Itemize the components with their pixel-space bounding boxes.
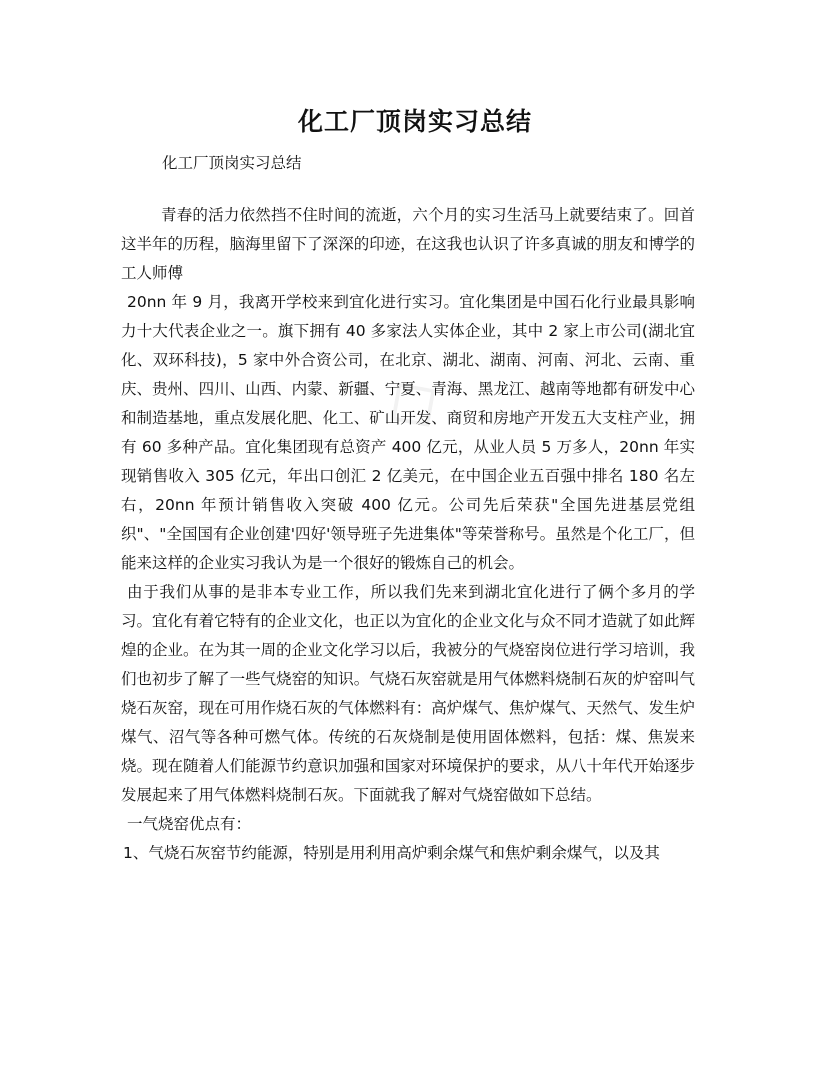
document-subtitle: 化工厂顶岗实习总结 — [162, 154, 302, 172]
paragraph-company: 20nn 年 9 月，我离开学校来到宜化进行实习。宜化集团是中国石化行业最具影响力十大代表企业之一。旗下拥有 40 多家法人实体企业，其中 2 家上市公司(湖北宜化、双环科技)，5 家中外合资公司，在北京、湖北、湖南、河南、河北、云南、重庆、贵州、四川、山西、内蒙、新疆、宁夏、青海、黑龙江、越南等地都有研发中心和制造基地，重点发展化肥、化工、矿山开发、商贸和房地产开发五大支柱产业，拥有 60 多种产品。宜化集团现有总资产 400 亿元，从业人员 5 万多人，20nn 年实现销售收入 305 亿元，年出口创汇 2 亿美元，在中国企业五百强中排名 180 名左右，20nn 年预计销售收入突破 400 亿元。公司先后荣获"全国先进基层党组织"、"全国国有企业创建'四好'领导班子先进集体"等荣誉称号。虽然是个化工厂，但能来这样的企业实习我认为是一个很好的锻炼自己的机会。 — [121, 293, 695, 572]
list-item-1: 1、气烧石灰窑节约能源，特别是用利用高炉剩余煤气和焦炉剩余煤气，以及其 — [123, 844, 660, 862]
section-heading-advantages: 一气烧窑优点有： — [127, 815, 252, 833]
paragraph-intro: 青春的活力依然挡不住时间的流逝，六个月的实习生活马上就要结束了。回首这半年的历程，脑海里留下了深深的印迹，在这我也认识了许多真诚的朋友和博学的工人师傅 — [121, 206, 695, 282]
document-body — [121, 201, 695, 868]
paragraph-learning: 由于我们从事的是非本专业工作，所以我们先来到湖北宜化进行了俩个多月的学习。宜化有着它特有的企业文化，也正以为宜化的企业文化与众不同才造就了如此辉煌的企业。在为其一周的企业文化学习以后，我被分的气烧窑岗位进行学习培训，我们也初步了解了一些气烧窑的知识。气烧石灰窑就是用气体燃料烧制石灰的炉窑叫气烧石灰窑，现在可用作烧石灰的气体燃料有：高炉煤气、焦炉煤气、天然气、发生炉煤气、沼气等各种可燃气体。传统的石灰烧制是使用固体燃料，包括：煤、焦炭来烧。现在随着人们能源节约意识加强和国家对环境保护的要求，从八十年代开始逐步发展起来了用气体燃料烧制石灰。下面就我了解对气烧窑做如下总结。 — [121, 583, 695, 804]
page-title: 化工厂顶岗实习总结 — [297, 107, 532, 136]
watermark: ◇ — [364, 350, 456, 450]
